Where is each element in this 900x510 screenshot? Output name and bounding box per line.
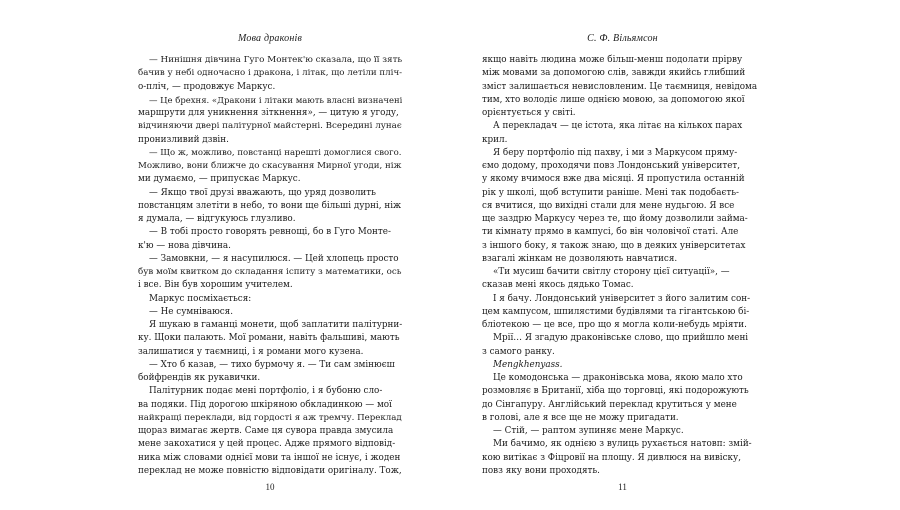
left-page [138,0,402,510]
text-line: Це комодонська — драконівська мова, якою мало хто [493,373,743,383]
text-line: до Сінгапуру. Англійський переклад крутиться у мене [482,399,737,410]
text-line: ся вчитися, що вихідні стали для мене нудьгою. Я все [482,200,735,211]
left-page-text [138,54,402,478]
text-line: в голові, але я все ще не можу пригадати. [482,412,679,423]
text-line: рік у школі, щоб вступити раніше. Мені так подобаєть- [482,187,740,198]
text-line: між мовами за допомогою слів, завжди якийсь глибший [482,68,746,79]
text-line: зміст залишається невисловленим. Це таємниця, невідома [482,81,758,92]
text-line: був моїм квитком до складання іспиту з математики, ось [138,267,402,277]
text-line: — Не сумніваюся. [149,306,234,317]
text-line: — Якщо твої друзі вважають, що уряд дозволить [149,187,376,198]
text-line: відчиняючи двері палітурної майстерні. Всередині лунає [138,121,402,132]
text-line: Палітурник подає мені портфоліо, і я бубоню сло- [149,386,383,397]
text-line: взагалі жінкам не дозволяють навчатися. [482,253,678,264]
text-line: кою витікає з Фіцровії на площу. Я дивлюся на вивіску, [482,452,742,463]
text-line: сказав мені якось дядько Томас. [482,280,634,291]
text-line: залишатися у таємниці, і я романи мого кузена. [138,346,364,357]
text-line: — Це брехня. «Дракони і літаки мають власні визначені [149,94,402,105]
text-line: повстанцям злетіти в небо, то вони ще більші дурні, ніж [138,200,402,211]
text-line: «Ти мусиш бачити світлу сторону цієї ситуації», — [493,267,730,277]
text-line: — В тобі просто говорять ревнощі, бо в Гуго Монте- [149,227,391,238]
text-line: к'ю — нова дівчина. [138,240,231,251]
text-line: маршрути для уникнення зіткнення», — цитую я угоду, [138,108,399,118]
text-line: ще заздрю Маркусу через те, що йому дозволили займа- [482,214,748,224]
text-line: Мрії… Я згадую драконівське слово, що прийшло мені [493,333,749,344]
text-line: якщо навіть людина може більш-менш подолати прірву [482,55,743,65]
text-line: Можливо, вони ближче до скасування Мирної угоди, ніж [138,161,402,171]
text-line: бачив у небі одночасно і дракона, і літак, що летіли пліч- [138,68,402,79]
text-line: — Нинішня дівчина Гуго Монтек'ю сказала, що її зять [149,55,402,65]
text-line: — Замовкни, — я насупилюся. — Цей хлопець просто [149,253,399,264]
text-line: ника між словами однієї мови та іншої не існує, і жоден [138,452,401,463]
text-line: о-пліч, — продовжує Маркус. [138,81,276,92]
text-line: з іншого боку, я також знаю, що в деяких університетах [482,240,746,251]
text-line: і все. Він був хорошим учителем. [138,280,293,291]
text-line: розмовляє в Британії, хіба що торговці, які подорожують [482,386,749,397]
text-line: переклад не може повністю відповідати оригіналу. Тож, [138,465,402,476]
text-line: орієнтується у світі. [482,108,576,118]
text-line: ва подяки. Під дорогою шкіряною обкладинкою — мої [138,399,392,410]
running-head-left: Мова драконів [238,33,302,44]
right-page [482,0,763,510]
text-line: Mengkhenyass. [493,359,563,370]
text-line: тим, хто володіє лише однією мовою, за допомогою якої [482,94,745,105]
text-line: бліотекою — це все, про що я могла коли-небудь мріяти. [482,320,747,330]
text-line: Ми бачимо, як однією з вулиць рухається натовп: змій- [493,439,752,450]
text-line: — Стій, — раптом зупиняє мене Маркус. [493,426,684,436]
text-line: пронизливий дзвін. [138,134,229,145]
text-line: щораз вимагає жертв. Саме ця сувора правда змусила [138,426,394,436]
text-line: бойфрендів як рукавички. [138,373,261,383]
text-line: я думала, — відгукуюсь глузливо. [138,214,296,224]
text-line: ку. Щоки палають. Мої романи, навіть фальшиві, мають [138,333,400,344]
text-line: крил. [482,134,508,145]
text-line: — Що ж, можливо, повстанці нарешті домоглися свого. [149,147,402,158]
text-line: І я бачу. Лондонський університет з його залитим сон- [493,293,751,304]
text-line: з самого ранку. [482,346,555,357]
text-line: Маркус посміхається: [149,293,252,304]
text-line: цем кампусом, шпилястими будівлями та гігантською бі- [482,306,750,317]
text-line: Я шукаю в гаманці монети, щоб заплатити палітурни- [149,320,402,330]
page-number-left: 10 [265,482,275,492]
text-line: ти кімнату прямо в кампусі, бо він чоловічої статі. Але [482,227,739,238]
page-number-right: 11 [618,482,627,492]
text-line: ми думаємо, — припускає Маркус. [138,174,301,185]
text-line: — Хто б казав, — тихо бурмочу я. — Ти сам змінюєш [149,359,395,370]
text-line: у якому вчимося вже два місяці. Я пропустила останній [482,174,745,185]
text-line: повз яку вони проходять. [482,465,600,476]
text-line: найкращі переклади, від гордості я аж тремчу. Переклад [138,412,402,423]
text-line: ємо додому, проходячи повз Лондонський університет, [482,161,741,171]
text-line: мене закохатися у цей процес. Адже прямого відповід- [138,439,396,450]
running-head-right: С. Ф. Вільямсон [587,33,658,44]
text-line: Я беру портфоліо під пахву, і ми з Маркусом пряму- [493,147,738,158]
right-page-text [482,54,763,478]
text-line: А перекладач — це істота, яка літає на кількох парах [493,121,743,132]
